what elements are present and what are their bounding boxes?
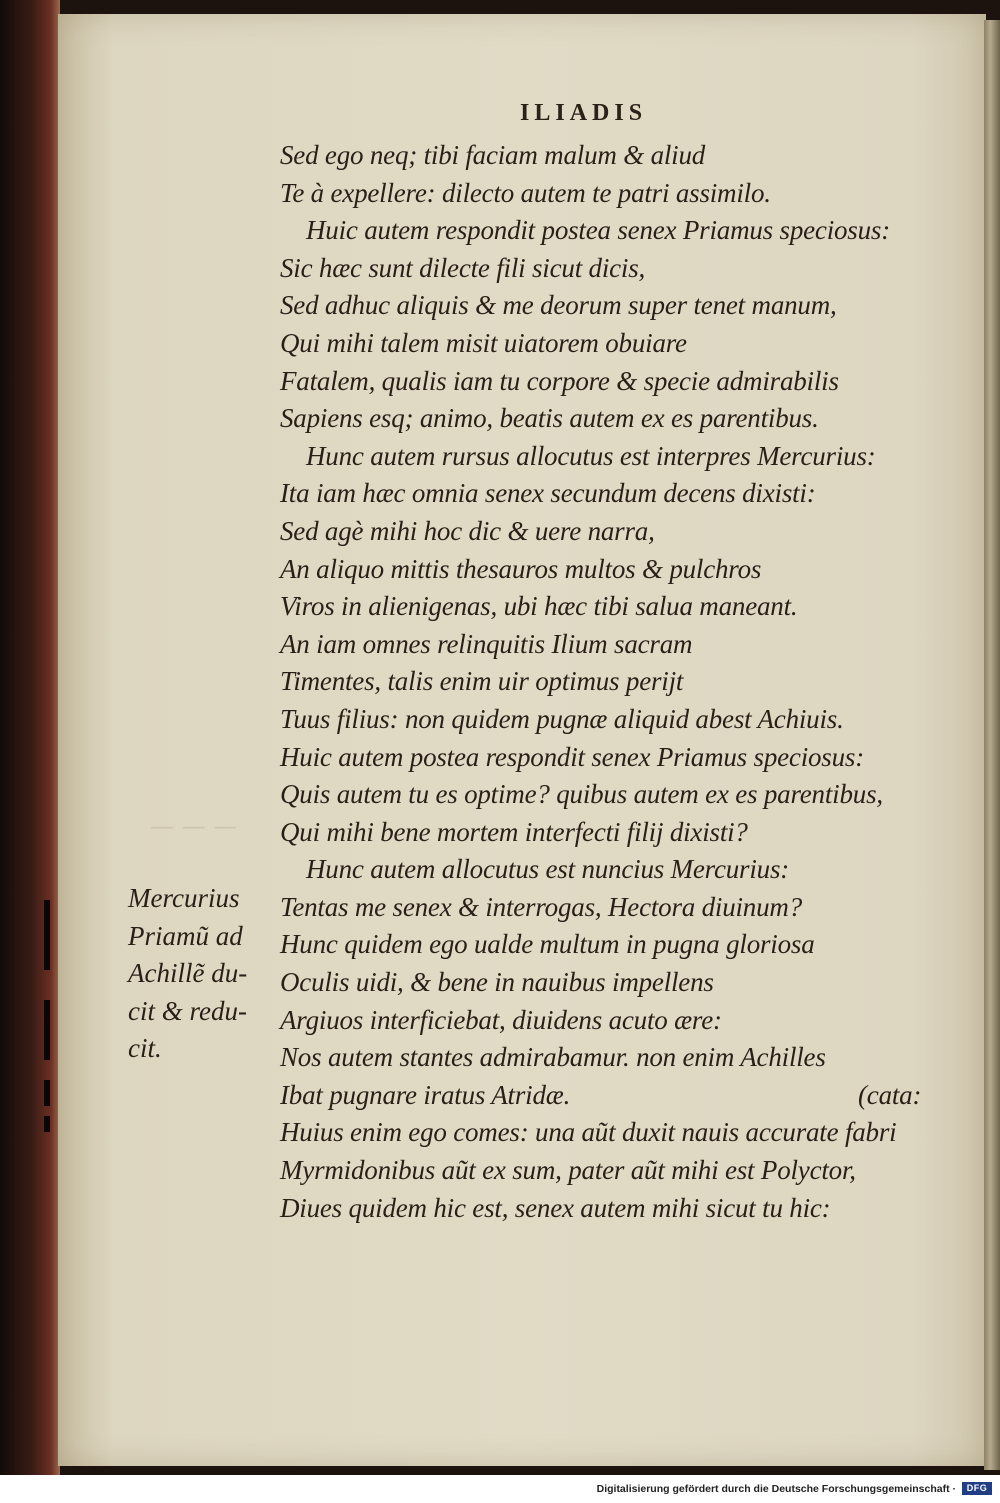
footer-bar <box>0 1475 1000 1503</box>
verse-line: Timentes, talis enim uir optimus perijt <box>280 666 684 697</box>
verse-line: Te à expellere: dilecto autem te patri assimilo. <box>280 177 771 208</box>
dfg-logo: DFG <box>962 1482 992 1495</box>
verse-line: Diues quidem hic est, senex autem mihi sicut tu hic: <box>280 1192 831 1223</box>
margin-note-line: Priamũ ad <box>128 920 243 951</box>
verse-line: Sed adhuc aliquis & me deorum super tenet manum, <box>280 290 837 321</box>
margin-note-line: cit. <box>128 1033 162 1064</box>
verse-line: Qui mihi talem misit uiatorem obuiare <box>280 327 687 358</box>
page-fore-edge <box>984 20 1000 1470</box>
verse-line: Hunc quidem ego ualde multum in pugna gloriosa <box>280 929 815 960</box>
gutter-marks <box>40 900 54 1160</box>
overflow-word: (cata: <box>858 1079 922 1110</box>
verse-line: Sapiens esq; animo, beatis autem ex es parentibus. <box>280 403 819 434</box>
verse-line: Quis autem tu es optime? quibus autem ex es parentibus, <box>280 779 883 810</box>
verse-line: An aliquo mittis thesauros multos & pulchros <box>280 553 762 584</box>
book-spine <box>0 0 60 1475</box>
verse-line: Sed ego neq; tibi faciam malum & aliud <box>280 140 706 170</box>
verse-line: Argiuos interficiebat, diuidens acuto ære: <box>280 1004 722 1035</box>
running-head: ILIADIS <box>520 100 648 126</box>
verse-line: Huic autem postea respondit senex Priamus speciosus: <box>280 741 865 772</box>
footer-credit: Digitalisierung gefördert durch die Deutsche Forschungsgemeinschaft · <box>596 1483 956 1495</box>
verse-line: Sed agè mihi hoc dic & uere narra, <box>280 515 655 546</box>
verse-line: An iam omnes relinquitis Ilium sacram <box>280 628 693 659</box>
verse-line: Nos autem stantes admirabamur. non enim Achilles <box>280 1042 826 1073</box>
verse-line <box>280 1077 970 1115</box>
margin-note-line: cit & redu- <box>128 995 247 1026</box>
verse-line: Oculis uidi, & bene in nauibus impellens <box>280 967 714 998</box>
verse-line: Tentas me senex & interrogas, Hectora diuinum? <box>280 891 803 922</box>
bleed-through-mark: — — — <box>150 812 238 840</box>
verse-block <box>280 137 970 1227</box>
verse-line: Huius enim ego comes: una aũt duxit nauis accurate fabri <box>280 1117 897 1148</box>
margin-note-line: Mercurius <box>128 883 240 913</box>
verse-line: Qui mihi bene mortem interfecti filij dixisti? <box>280 816 748 847</box>
verse-line: Myrmidonibus aũt ex sum, pater aũt mihi est Polyctor, <box>280 1155 856 1186</box>
verse-line: Hunc autem allocutus est nuncius Mercurius: <box>306 854 790 885</box>
verse-line: Viros in alienigenas, ubi hæc tibi salua maneant. <box>280 591 798 622</box>
verse-line-text: Ibat pugnare iratus Atridæ. <box>280 1079 571 1110</box>
verse-line: Fatalem, qualis iam tu corpore & specie admirabilis <box>280 365 839 396</box>
verse-line: Huic autem respondit postea senex Priamus speciosus: <box>306 215 891 246</box>
verse-line: Ita iam hæc omnia senex secundum decens dixisti: <box>280 478 816 509</box>
margin-note <box>128 880 278 1068</box>
margin-note-line: Achillẽ du- <box>128 958 248 989</box>
verse-line: Sic hæc sunt dilecte fili sicut dicis, <box>280 252 646 283</box>
verse-line: Tuus filius: non quidem pugnæ aliquid abest Achiuis. <box>280 703 844 734</box>
verse-line: Hunc autem rursus allocutus est interpres Mercurius: <box>306 440 876 471</box>
